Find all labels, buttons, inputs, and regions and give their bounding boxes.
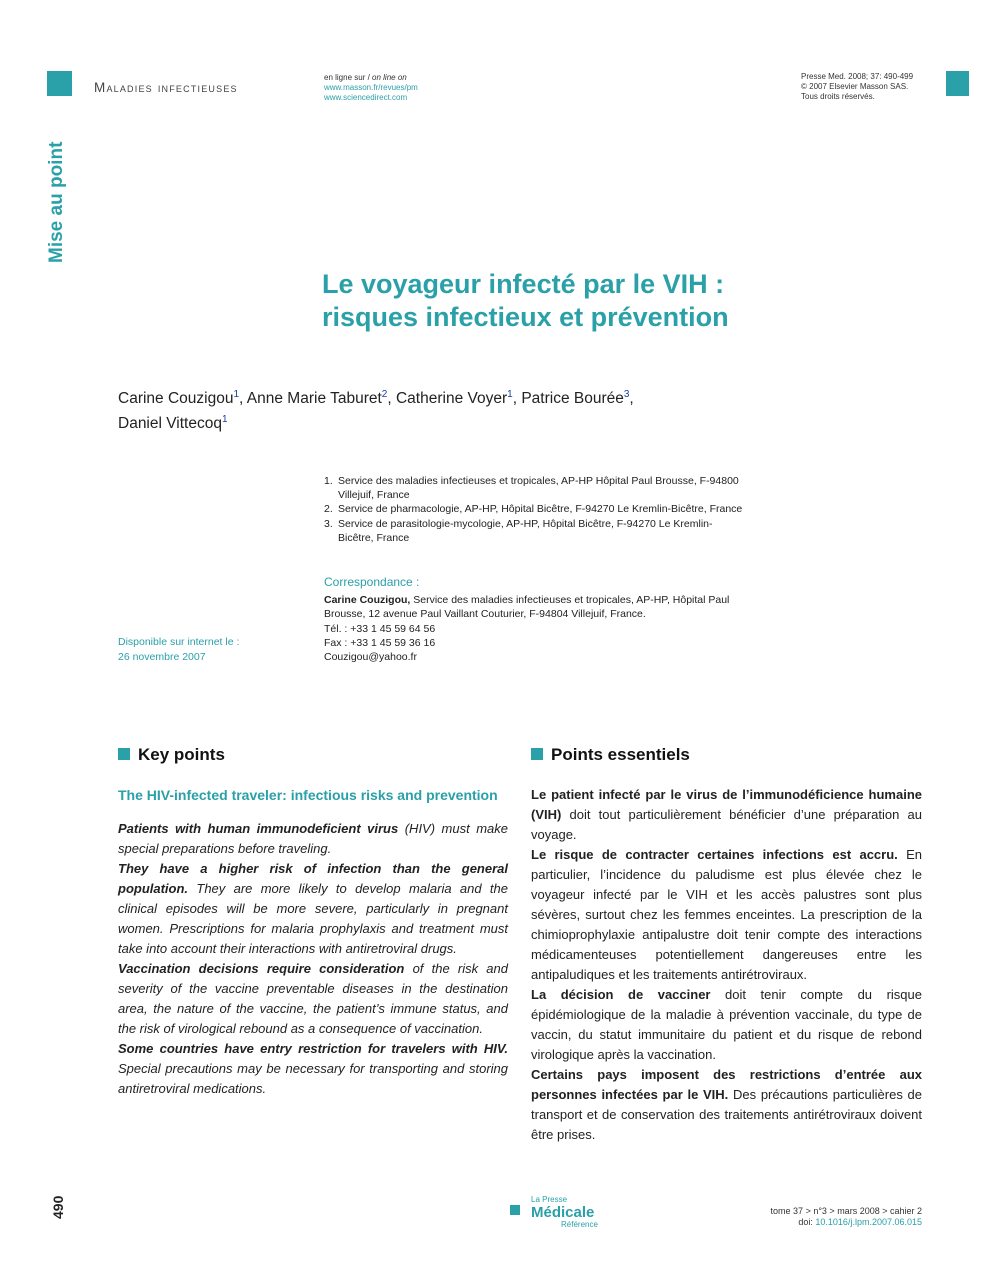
affiliation-ref: 1 [507,389,513,400]
points-essentiels-body [531,785,922,1145]
key-points-body [118,819,508,1099]
paragraph: They have a higher risk of infection than the general population. They are more likely to develop malaria and the clinical episodes will be more severe, particularly in pregnant women. Prescriptions for malaria prophylaxis and treatment must take into account their interactions with antiretroviral drugs. [118,861,508,956]
affiliation-ref: 1 [221,414,228,426]
page-number: 490 [50,1195,66,1219]
paragraph: Vaccination decisions require consideration of the risk and severity of the vaccine preventable diseases in the destination area, the nature of the vaccine, the patient’s immune status, and the risk of virological rebound as a consequence of vaccination. [118,961,509,1036]
corner-square-left [47,71,72,96]
availability-date [118,635,239,664]
paragraph: Patients with human immunodeficient virus (HIV) must make special preparations before traveling. [118,821,509,856]
affiliation-ref: 3 [623,389,630,400]
side-label [33,128,83,263]
section-heading: Maladies infectieuses [94,80,238,95]
author: Anne Marie Taburet [246,390,382,408]
paragraph: Le risque de contracter certaines infections est accru. En particulier, l’incidence du paludisme est plus élevée chez le voyageur infecté par le VIH et les accès palustres sont plus sévères, surtout chez les femmes enceintes. La prescription de la chimioprophylaxie antipalustre doit tenir compte des interactions médicamenteuses potentiellement dangereuses entre les antipaludiques et les traitements antirétroviraux. [531,847,923,982]
fax: Fax : +33 1 45 59 36 16 [324,636,436,649]
correspondence-address: Carine Couzigou, Service des maladies infectieuses et tropicales, AP-HP, Hôpital Paul Brousse, 12 avenue Paul Vaillant Couturier, F-94804 Villejuif, France. [324,594,730,621]
affiliation-ref: 2 [381,389,388,400]
journal-citation [801,72,913,102]
author: Daniel Vittecoq [118,415,222,433]
correspondence-block [324,575,744,664]
affiliation-item: 1. Service des maladies infectieuses et tropicales, AP-HP Hôpital Paul Brousse, F-94800 Villejuif, France [324,475,739,502]
citation: Presse Med. 2008; 37: 490-499 [801,72,914,81]
online-en: on line on [372,73,407,82]
issue-info [740,1206,922,1228]
corner-square-right [946,71,969,96]
online-prefix: en ligne sur / [324,73,373,82]
availability-label: Disponible sur internet le : [118,636,240,648]
author: Catherine Voyer [395,390,508,408]
key-points-subtitle: The HIV-infected traveler: infectious risks and prevention [118,787,498,803]
journal-url[interactable]: www.masson.fr/revues/pm [324,83,418,92]
issue: tome 37 > n°3 > mars 2008 > cahier 2 [770,1206,922,1216]
affiliations [324,474,744,545]
bullet-square-icon [531,748,543,760]
affiliation-ref: 1 [233,389,240,400]
title-line-1: Le voyageur infecté par le VIH : [322,269,725,299]
journal-logo: La Presse Médicale Référence [531,1195,598,1229]
article-title [322,268,882,334]
paragraph: Some countries have entry restriction for travelers with HIV. Special precautions may be necessary for transporting and storing antiretroviral medications. [118,1041,508,1096]
paragraph: Le patient infecté par le virus de l’immunodéficience humaine (VIH) doit tout particulièrement bénéficier d’une préparation au voyage. [531,787,922,842]
side-label-text: Mise au point [46,141,67,263]
affiliation-item: 2. Service de pharmacologie, AP-HP, Hôpital Bicêtre, F-94270 Le Kremlin-Bicêtre, France [324,503,743,516]
title-line-2: risques infectieux et prévention [322,302,729,332]
email-link[interactable]: Couzigou@yahoo.fr [324,651,417,664]
logo-square-icon [510,1205,520,1215]
doi-link[interactable]: 10.1016/j.lpm.2007.06.015 [815,1217,922,1227]
points-essentiels-heading: Points essentiels [531,745,690,765]
copyright: © 2007 Elsevier Masson SAS. [801,82,909,91]
author: Carine Couzigou [118,390,234,408]
correspondence-heading: Correspondance : [324,575,420,589]
availability-value: 26 novembre 2007 [118,650,206,663]
author: Patrice Bourée [521,390,624,408]
bullet-square-icon [118,748,130,760]
doi: doi: 10.1016/j.lpm.2007.06.015 [798,1217,922,1227]
author-list: Carine Couzigou$^1$, Anne Marie Taburet$^2$, Catherine Voyer$^1$, Patrice Bourée$^3$, Daniel Vittecoq$^1$ [118,389,634,433]
online-availability [324,73,418,103]
rights: Tous droits réservés. [801,92,875,101]
key-points-heading: Key points [118,745,225,765]
paragraph: La décision de vacciner doit tenir compte du risque épidémiologique de la maladie à prévention vaccinale, du type de vaccin, du statut immunitaire du patient et du risque de rebond virologique après la vaccination. [531,987,922,1062]
paragraph: Certains pays imposent des restrictions d’entrée aux personnes infectées par le VIH. Des précautions particulières de transport et de conservation des traitements antirétroviraux doivent être prises. [531,1067,922,1142]
sciencedirect-url[interactable]: www.sciencedirect.com [324,93,408,102]
telephone: Tél. : +33 1 45 59 64 56 [324,622,436,635]
affiliation-item: 3. Service de parasitologie-mycologie, AP-HP, Hôpital Bicêtre, F-94270 Le Kremlin-Bicêtre, France [324,517,713,544]
